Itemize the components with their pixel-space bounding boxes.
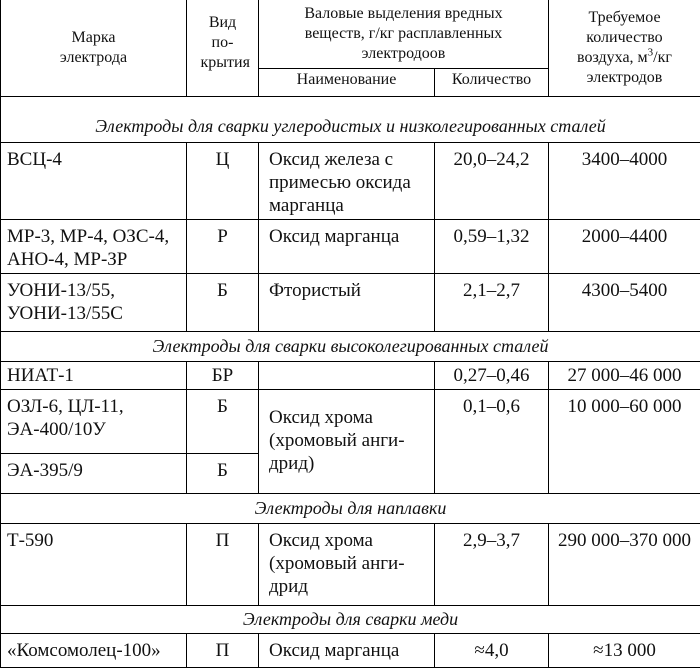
brand-cell: Т-590 — [1, 523, 187, 605]
header-emissions: Валовые выделения вредных веществ, г/кг расплавленных электродоов — [259, 0, 549, 68]
coating-cell: Б — [187, 273, 259, 331]
header-quantity: Количество — [435, 68, 549, 96]
quantity-cell: 0,59–1,32 — [435, 219, 549, 273]
header-coating: Вид по- крытия — [187, 0, 259, 96]
substance-cell: Оксид хрома (хромовый анги- дрид — [259, 523, 435, 605]
air-cell: ≈13 000 — [549, 633, 700, 667]
air-cell: 10 000–60 000 — [549, 389, 700, 493]
air-cell: 3400–4000 — [549, 142, 700, 219]
substance-cell: Фтористый — [259, 273, 435, 331]
quantity-cell: 0,1–0,6 — [435, 389, 549, 493]
quantity-cell: 2,9–3,7 — [435, 523, 549, 605]
coating-cell: БР — [187, 361, 259, 389]
section-high-alloy: Электроды для сварки высоколегированных сталей — [1, 331, 700, 361]
substance-cell: Оксид хрома (хромовый анги- дрид) — [259, 389, 435, 493]
coating-cell: Ц — [187, 142, 259, 219]
brand-cell: ЭА-395/9 — [1, 453, 187, 493]
substance-cell — [259, 361, 435, 389]
coating-cell: Б — [187, 453, 259, 493]
substance-cell: Оксид марганца — [259, 633, 435, 667]
air-cell: 290 000–370 000 — [549, 523, 700, 605]
brand-cell: МР-3, МР-4, ОЗС-4, АНО-4, МР-ЗР — [1, 219, 187, 273]
brand-cell: УОНИ-13/55, УОНИ-13/55С — [1, 273, 187, 331]
header-air: Требуемое количество воздуха, $м^3/кг$ электродов — [549, 0, 700, 96]
section-copper: Электроды для сварки меди — [1, 605, 700, 633]
section-carbon-steel: Электроды для сварки углеродистых и низколегированных сталей — [1, 96, 700, 142]
air-cell: 4300–5400 — [549, 273, 700, 331]
coating-cell: Р — [187, 219, 259, 273]
air-cell: 27 000–46 000 — [549, 361, 700, 389]
brand-cell: ВСЦ-4 — [1, 142, 187, 219]
quantity-cell: ≈4,0 — [435, 633, 549, 667]
coating-cell: Б — [187, 389, 259, 453]
substance-cell: Оксид марганца — [259, 219, 435, 273]
brand-cell: НИАТ-1 — [1, 361, 187, 389]
section-surfacing: Электроды для наплавки — [1, 493, 700, 523]
brand-cell: «Комсомолец-100» — [1, 633, 187, 667]
coating-cell: П — [187, 523, 259, 605]
quantity-cell: 0,27–0,46 — [435, 361, 549, 389]
header-brand: Марка электрода — [1, 0, 187, 96]
substance-cell: Оксид железа с примесью оксида марганца — [259, 142, 435, 219]
coating-cell: П — [187, 633, 259, 667]
quantity-cell: 20,0–24,2 — [435, 142, 549, 219]
air-cell: 2000–4400 — [549, 219, 700, 273]
quantity-cell: 2,1–2,7 — [435, 273, 549, 331]
header-name: Наименование — [259, 68, 435, 96]
brand-cell: ОЗЛ-6, ЦЛ-11, ЭА-400/10У — [1, 389, 187, 453]
